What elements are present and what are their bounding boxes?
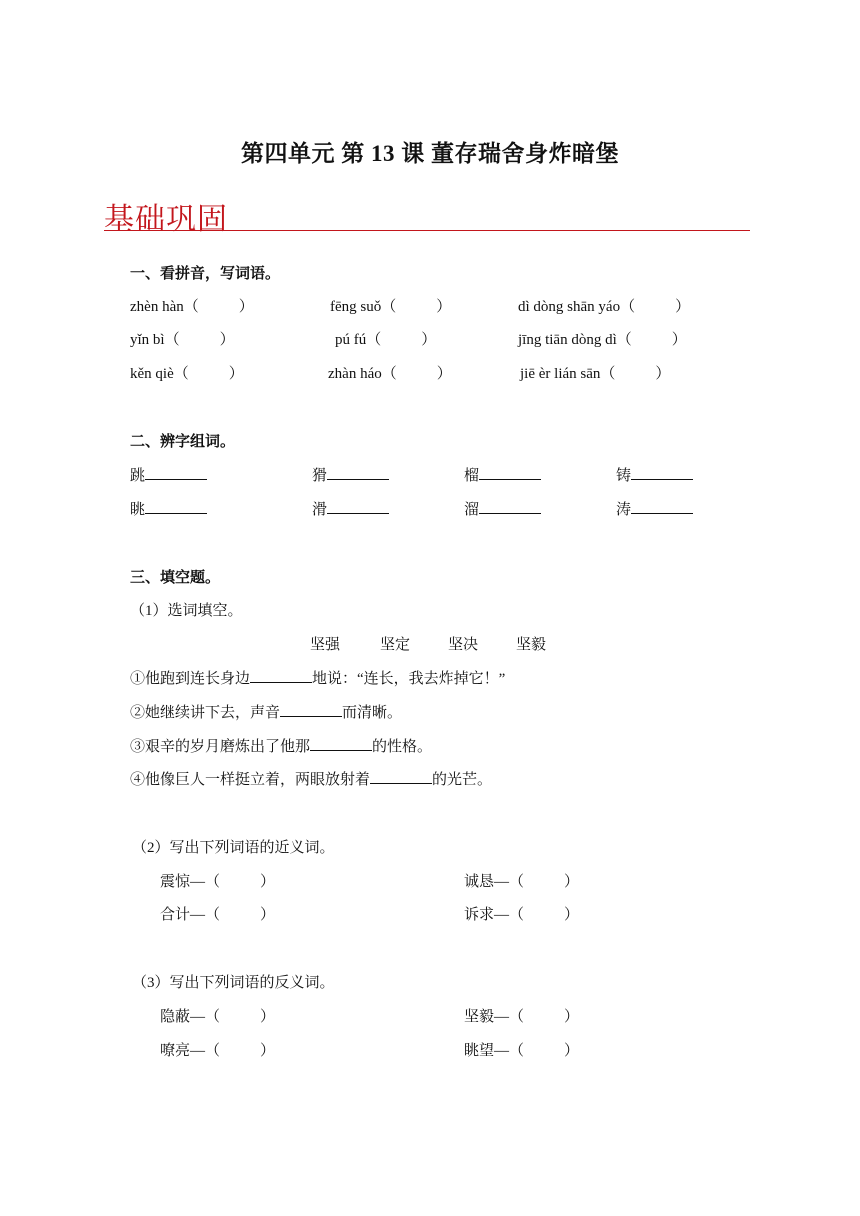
fill-sentence: ③艰辛的岁月磨炼出了他那 的性格。 <box>130 739 433 755</box>
fill-sentence: ④他像巨人一样挺立着，两眼放射着 的光芒。 <box>130 772 493 788</box>
word-option: 坚毅 <box>516 637 547 653</box>
fill-sentence: ①他跑到连长身边 地说：“连长，我去炸掉它！” <box>130 671 506 687</box>
answer-blank[interactable] <box>631 501 693 514</box>
pinyin-item: jīng tiān dòng dì（ ） <box>518 332 687 348</box>
q3-part2-label: （2）写出下列词语的近义词。 <box>132 840 335 856</box>
char-item: 眺 <box>130 498 207 519</box>
answer-blank[interactable] <box>327 501 389 514</box>
answer-blank[interactable] <box>370 771 432 784</box>
synonym-item: 震惊—（ ） <box>160 874 276 890</box>
char-item: 涛 <box>616 498 693 519</box>
answer-blank[interactable] <box>145 501 207 514</box>
answer-blank[interactable] <box>310 738 372 751</box>
answer-blank[interactable] <box>250 670 312 683</box>
antonym-item: 隐蔽—（ ） <box>160 1009 276 1025</box>
word-option: 坚决 <box>448 637 479 653</box>
q2-heading: 二、辨字组词。 <box>130 432 236 450</box>
page-title: 第四单元 第 13 课 董存瑞舍身炸暗堡 <box>241 141 619 166</box>
pinyin-item: pú fú（ ） <box>335 332 437 348</box>
pinyin-item: dì dòng shān yáo（ ） <box>518 299 691 315</box>
char-item: 猾 <box>312 464 389 485</box>
word-option: 坚定 <box>380 637 411 653</box>
antonym-item: 坚毅—（ ） <box>464 1009 580 1025</box>
char-item: 跳 <box>130 464 207 485</box>
answer-blank[interactable] <box>479 501 541 514</box>
pinyin-item: yǐn bì（ ） <box>130 332 235 348</box>
pinyin-item: zhàn háo（ ） <box>328 366 452 382</box>
answer-blank[interactable] <box>631 467 693 480</box>
synonym-item: 诉求—（ ） <box>464 907 580 923</box>
antonym-item: 眺望—（ ） <box>464 1043 580 1059</box>
answer-blank[interactable] <box>479 467 541 480</box>
char-item: 榴 <box>464 464 541 485</box>
synonym-item: 合计—（ ） <box>160 907 276 923</box>
answer-blank[interactable] <box>280 704 342 717</box>
pinyin-item: kěn qiè（ ） <box>130 366 244 382</box>
antonym-item: 嘹亮—（ ） <box>160 1043 276 1059</box>
answer-blank[interactable] <box>327 467 389 480</box>
word-option: 坚强 <box>310 637 341 653</box>
section-heading: 基础巩固 <box>104 202 228 237</box>
pinyin-item: fēng suǒ（ ） <box>330 299 452 315</box>
synonym-item: 诚恳—（ ） <box>464 874 580 890</box>
char-item: 铸 <box>616 464 693 485</box>
fill-sentence: ②她继续讲下去，声音 而清晰。 <box>130 705 403 721</box>
q3-part1-label: （1）选词填空。 <box>130 603 243 619</box>
pinyin-item: jiē èr lián sān（ ） <box>520 366 671 382</box>
q3-part3-label: （3）写出下列词语的反义词。 <box>132 975 335 991</box>
section-divider <box>104 230 750 231</box>
char-item: 溜 <box>464 498 541 519</box>
pinyin-item: zhèn hàn（ ） <box>130 299 254 315</box>
answer-blank[interactable] <box>145 467 207 480</box>
q1-heading: 一、看拼音，写词语。 <box>130 264 281 282</box>
q3-heading: 三、填空题。 <box>130 568 221 586</box>
char-item: 滑 <box>312 498 389 519</box>
